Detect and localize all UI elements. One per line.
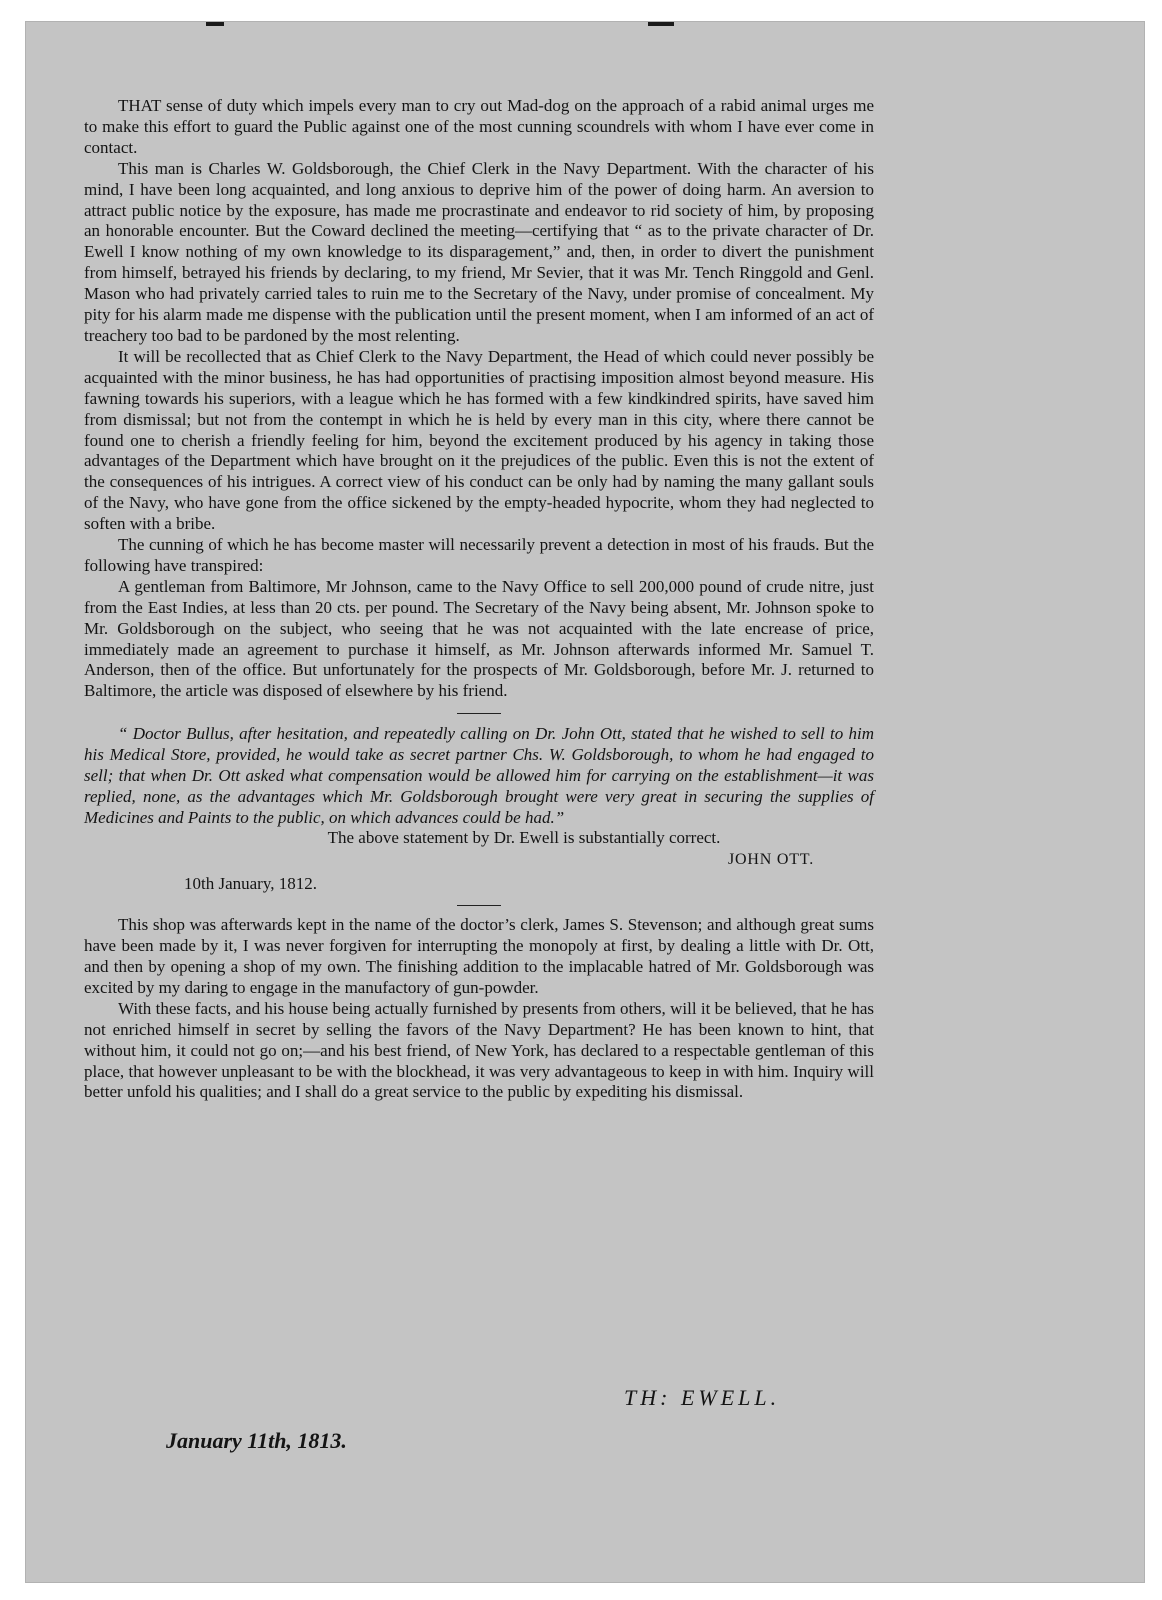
document-body [84, 96, 874, 1103]
ott-date: 10th January, 1812. [184, 874, 317, 894]
paragraph: The cunning of which he has become master will necessarily prevent a detection in most of his frauds. But the following have transpired: [84, 535, 874, 575]
paragraph: This shop was afterwards kept in the name of the doctor’s clerk, James S. Stevenson; and although great sums have been made by it, I was never forgiven for interrupting the monopoly at first, by dealing a little with Dr. Ott, and then by opening a shop of my own. The finishing addition to the implacable hatred of Mr. Goldsborough was excited by my daring to engage in the manufactory of gun-powder. [84, 915, 874, 997]
top-edge-mark [206, 22, 224, 26]
paragraph: With these facts, and his house being actually furnished by presents from others, will it be believed, that he has not enriched himself in secret by selling the favors of the Navy Department? He has been known to hint, that without him, it could not go on;—and his best friend, of New York, has declared to a respectable gentleman of this place, that however unpleasant to be with the blockhead, it was very advantageous to keep in with him. Inquiry will better unfold his qualities; and I shall do a great service to the public by expediting his dismissal. [84, 998, 874, 1102]
paragraph: It will be recollected that as Chief Clerk to the Navy Department, the Head of which could never possibly be acquainted with the minor business, he has had opportunities of practising imposition almost beyond measure. His fawning towards his superiors, with a league which he has formed with a few kindkindred spirits, have saved him from dismissal; but not from the contempt in which he is held by every man in this city, where there cannot be found one to cherish a friendly feeling for him, beyond the excitement produced by his agency in taking those advantages of the Department which have brought on it the prejudices of the public. Even this is not the extent of the consequences of his intrigues. A correct view of his conduct can be only had by naming the many gallant souls of the Navy, who have gone from the office sickened by the empty-headed hypocrite, whom they had neglected to soften with a bribe. [84, 346, 874, 534]
ott-signature: JOHN OTT. [727, 851, 814, 869]
ott-statement: The above statement by Dr. Ewell is substantially correct. [327, 828, 721, 848]
quoted-statement: “ Doctor Bullus, after hesitation, and repeatedly calling on Dr. John Ott, stated that he wished to sell to him his Medical Store, provided, he would take as secret partner Chs. W. Goldsborough, to whom he had engaged to sell; that when Dr. Ott asked what compensation would be allowed him for carrying on the establishment—it was replied, none, as the advantages which Mr. Goldsborough brought were very great in securing the supplies of Medicines and Paints to the public, on which advances could be had.” [84, 724, 874, 828]
document-date: January 11th, 1813. [166, 1428, 347, 1453]
paragraph: A gentleman from Baltimore, Mr Johnson, came to the Navy Office to sell 200,000 pound of crude nitre, just from the East Indies, at less than 20 cts. per pound. The Secretary of the Navy being absent, Mr. Johnson spoke to Mr. Goldsborough on the subject, who seeing that he was not acquainted with the late encrease of price, immediately made an agreement to purchase it himself, as Mr. Johnson afterwards informed Mr. Samuel T. Anderson, then of the office. But unfortunately for the prospects of Mr. Goldsborough, before Mr. J. returned to Baltimore, the article was disposed of elsewhere by his friend. [84, 576, 874, 701]
divider [457, 905, 501, 906]
paragraph: This man is Charles W. Goldsborough, the Chief Clerk in the Navy Department. With the character of his mind, I have been long acquainted, and long anxious to deprive him of the power of doing harm. An aversion to attract public notice by the exposure, has made me procrastinate and endeavor to rid society of him, by proposing an honorable encounter. But the Coward declined the meeting—certifying that “ as to the private character of Dr. Ewell I know nothing of my own knowledge to its disparagement,” and, then, in order to divert the punishment from himself, betrayed his friends by declaring, to my friend, Mr Sevier, that it was Mr. Tench Ringgold and Genl. Mason who had privately carried tales to ruin me to the Secretary of the Navy, under promise of concealment. My pity for his alarm made me dispense with the publication until the present moment, when I am informed of an act of treachery too bad to be pardoned by the most relenting. [84, 158, 874, 345]
broadside-sheet [26, 22, 1144, 1582]
top-edge-mark [648, 22, 674, 26]
divider [457, 713, 501, 714]
author-signature: TH: EWELL. [624, 1385, 781, 1410]
paragraph: THAT sense of duty which impels every man to cry out Mad-dog on the approach of a rabid animal urges me to make this effort to guard the Public against one of the most cunning scoundrels with whom I have ever come in contact. [84, 96, 874, 157]
